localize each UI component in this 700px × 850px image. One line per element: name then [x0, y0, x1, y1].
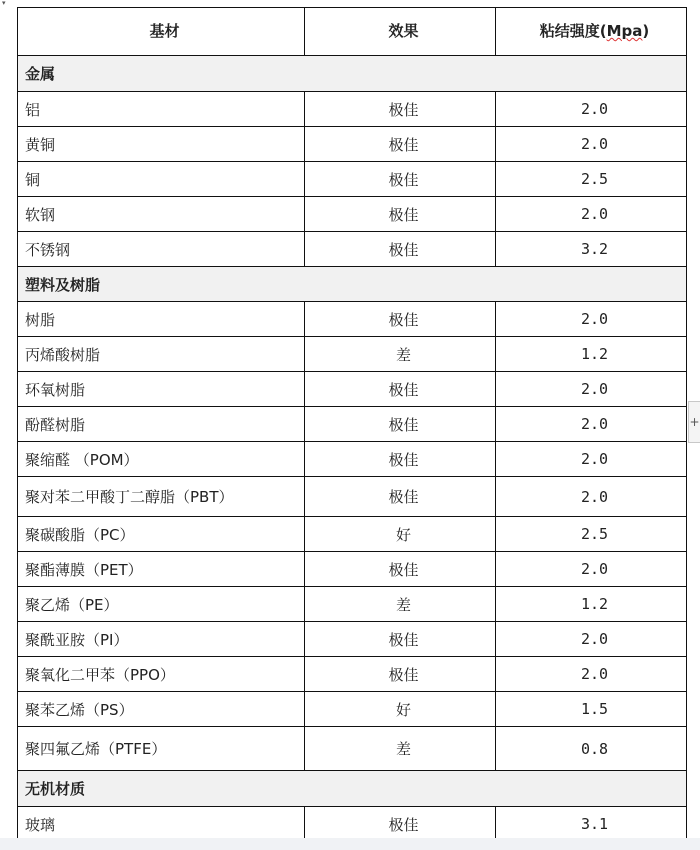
section-row	[18, 267, 687, 302]
table-row	[18, 622, 687, 657]
bottom-scroll-strip	[0, 838, 700, 850]
strength-cell: 2.0	[496, 622, 687, 657]
strength-cell: 2.0	[496, 657, 687, 692]
strength-cell: 2.0	[496, 407, 687, 442]
table-row	[18, 232, 687, 267]
strength-cell: 2.0	[496, 197, 687, 232]
material-cell: 聚酯薄膜（PET）	[18, 552, 305, 587]
material-cell: 酚醛树脂	[18, 407, 305, 442]
table-row	[18, 477, 687, 517]
material-cell: 软钢	[18, 197, 305, 232]
material-cell: 聚酰亚胺（PI）	[18, 622, 305, 657]
table-row	[18, 587, 687, 622]
table-row	[18, 92, 687, 127]
collapse-arrow-icon[interactable]: ▾	[2, 0, 6, 7]
material-cell: 聚对苯二甲酸丁二醇脂（PBT）	[18, 477, 305, 517]
material-cell: 丙烯酸树脂	[18, 337, 305, 372]
strength-cell: 2.0	[496, 127, 687, 162]
table-row	[18, 407, 687, 442]
material-cell: 聚苯乙烯（PS）	[18, 692, 305, 727]
material-cell: 环氧树脂	[18, 372, 305, 407]
effect-cell: 极佳	[305, 807, 496, 842]
effect-cell: 差	[305, 727, 496, 771]
section-row	[18, 771, 687, 807]
strength-cell: 3.1	[496, 807, 687, 842]
header-substrate: 基材	[18, 8, 305, 56]
table-row	[18, 727, 687, 771]
strength-cell: 3.2	[496, 232, 687, 267]
section-row	[18, 56, 687, 92]
effect-cell: 极佳	[305, 442, 496, 477]
material-cell: 聚碳酸脂（PC）	[18, 517, 305, 552]
table-row	[18, 162, 687, 197]
table-row	[18, 372, 687, 407]
header-row	[18, 8, 687, 56]
strength-cell: 1.5	[496, 692, 687, 727]
expand-plus-icon[interactable]: +	[688, 401, 700, 443]
material-cell: 聚氧化二甲苯（PPO）	[18, 657, 305, 692]
strength-cell: 2.0	[496, 302, 687, 337]
strength-cell: 2.5	[496, 162, 687, 197]
material-cell: 不锈钢	[18, 232, 305, 267]
strength-cell: 2.0	[496, 552, 687, 587]
material-cell: 铜	[18, 162, 305, 197]
effect-cell: 差	[305, 337, 496, 372]
table-row	[18, 517, 687, 552]
table-row	[18, 657, 687, 692]
effect-cell: 极佳	[305, 127, 496, 162]
table-row	[18, 302, 687, 337]
strength-cell: 1.2	[496, 337, 687, 372]
table-row	[18, 337, 687, 372]
effect-cell: 差	[305, 587, 496, 622]
effect-cell: 极佳	[305, 302, 496, 337]
effect-cell: 极佳	[305, 197, 496, 232]
bond-strength-table	[17, 7, 687, 842]
effect-cell: 极佳	[305, 92, 496, 127]
material-cell: 聚四氟乙烯（PTFE）	[18, 727, 305, 771]
section-title: 塑料及树脂	[18, 267, 687, 302]
table-row	[18, 552, 687, 587]
strength-cell: 2.0	[496, 477, 687, 517]
effect-cell: 极佳	[305, 622, 496, 657]
material-cell: 树脂	[18, 302, 305, 337]
material-cell: 聚乙烯（PE）	[18, 587, 305, 622]
table-row	[18, 807, 687, 842]
material-cell: 铝	[18, 92, 305, 127]
effect-cell: 好	[305, 692, 496, 727]
header-effect: 效果	[305, 8, 496, 56]
strength-cell: 1.2	[496, 587, 687, 622]
strength-cell: 0.8	[496, 727, 687, 771]
effect-cell: 好	[305, 517, 496, 552]
effect-cell: 极佳	[305, 477, 496, 517]
section-title: 无机材质	[18, 771, 687, 807]
table-row	[18, 692, 687, 727]
section-title: 金属	[18, 56, 687, 92]
effect-cell: 极佳	[305, 372, 496, 407]
effect-cell: 极佳	[305, 232, 496, 267]
header-bond-strength: 粘结强度(Mpa)	[496, 8, 687, 56]
material-cell: 玻璃	[18, 807, 305, 842]
effect-cell: 极佳	[305, 657, 496, 692]
material-cell: 聚缩醛 （POM）	[18, 442, 305, 477]
material-cell: 黄铜	[18, 127, 305, 162]
strength-cell: 2.0	[496, 92, 687, 127]
table-row	[18, 442, 687, 477]
effect-cell: 极佳	[305, 407, 496, 442]
strength-cell: 2.5	[496, 517, 687, 552]
effect-cell: 极佳	[305, 552, 496, 587]
strength-cell: 2.0	[496, 372, 687, 407]
strength-cell: 2.0	[496, 442, 687, 477]
table-row	[18, 197, 687, 232]
table-row	[18, 127, 687, 162]
effect-cell: 极佳	[305, 162, 496, 197]
